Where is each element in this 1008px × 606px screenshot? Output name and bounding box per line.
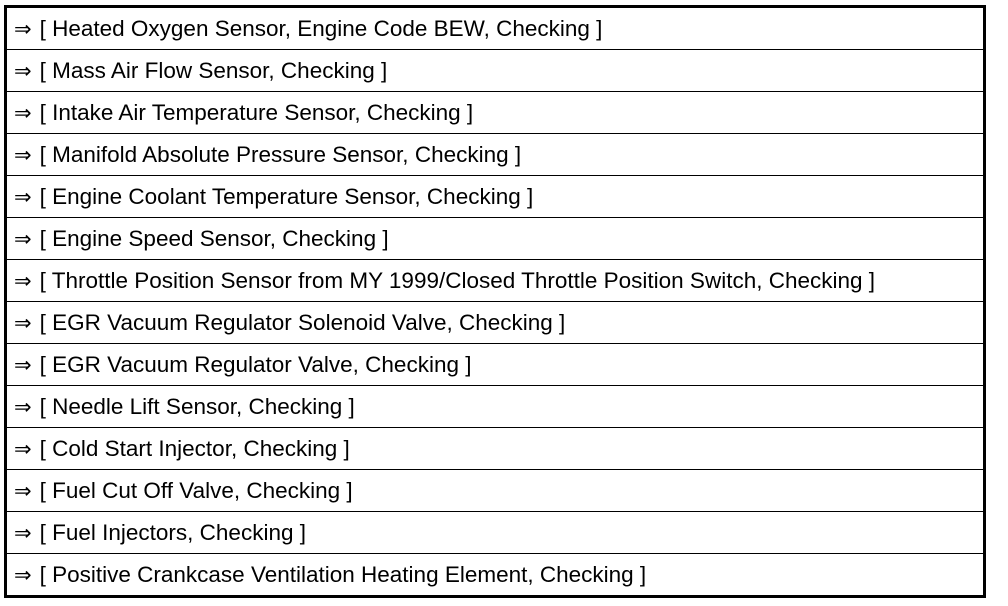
link-row-throttle-position-sensor[interactable] <box>7 260 983 302</box>
link-row-heated-oxygen-sensor[interactable] <box>7 8 983 50</box>
double-right-arrow-icon: ⇒ <box>14 184 32 209</box>
link-row-pcv-heating-element[interactable] <box>7 554 983 595</box>
double-right-arrow-icon: ⇒ <box>14 226 32 251</box>
link-row-fuel-injectors[interactable] <box>7 512 983 554</box>
link-label[interactable]: [ Fuel Injectors, Checking ] <box>39 519 306 545</box>
double-right-arrow-icon: ⇒ <box>14 268 32 293</box>
double-right-arrow-icon: ⇒ <box>14 310 32 335</box>
double-right-arrow-icon: ⇒ <box>14 394 32 419</box>
link-label[interactable]: [ Throttle Position Sensor from MY 1999/Closed Throttle Position Switch, Checking ] <box>39 267 876 293</box>
link-row-engine-speed-sensor[interactable] <box>7 218 983 260</box>
double-right-arrow-icon: ⇒ <box>14 142 32 167</box>
link-label[interactable]: [ Positive Crankcase Ventilation Heating Element, Checking ] <box>39 561 647 587</box>
double-right-arrow-icon: ⇒ <box>14 436 32 461</box>
link-row-fuel-cut-off-valve[interactable] <box>7 470 983 512</box>
double-right-arrow-icon: ⇒ <box>14 352 32 377</box>
link-row-manifold-absolute-pressure-sensor[interactable] <box>7 134 983 176</box>
double-right-arrow-icon: ⇒ <box>14 16 32 41</box>
double-right-arrow-icon: ⇒ <box>14 562 32 587</box>
link-row-needle-lift-sensor[interactable] <box>7 386 983 428</box>
link-row-engine-coolant-temperature-sensor[interactable] <box>7 176 983 218</box>
double-right-arrow-icon: ⇒ <box>14 520 32 545</box>
link-label[interactable]: [ Intake Air Temperature Sensor, Checking ] <box>39 99 474 125</box>
link-label[interactable]: [ Engine Speed Sensor, Checking ] <box>39 225 389 251</box>
link-row-cold-start-injector[interactable] <box>7 428 983 470</box>
link-label[interactable]: [ Mass Air Flow Sensor, Checking ] <box>39 57 388 83</box>
double-right-arrow-icon: ⇒ <box>14 58 32 83</box>
link-row-intake-air-temperature-sensor[interactable] <box>7 92 983 134</box>
link-label[interactable]: [ Heated Oxygen Sensor, Engine Code BEW, Checking ] <box>39 15 603 41</box>
link-row-egr-vacuum-regulator-valve[interactable] <box>7 344 983 386</box>
double-right-arrow-icon: ⇒ <box>14 478 32 503</box>
link-label[interactable]: [ Manifold Absolute Pressure Sensor, Checking ] <box>39 141 522 167</box>
link-label[interactable]: [ Needle Lift Sensor, Checking ] <box>39 393 355 419</box>
link-row-egr-vacuum-regulator-solenoid-valve[interactable] <box>7 302 983 344</box>
link-label[interactable]: [ Fuel Cut Off Valve, Checking ] <box>39 477 353 503</box>
link-label[interactable]: [ EGR Vacuum Regulator Solenoid Valve, Checking ] <box>39 309 566 335</box>
link-label[interactable]: [ EGR Vacuum Regulator Valve, Checking ] <box>39 351 472 377</box>
link-label[interactable]: [ Cold Start Injector, Checking ] <box>39 435 350 461</box>
double-right-arrow-icon: ⇒ <box>14 100 32 125</box>
link-label[interactable]: [ Engine Coolant Temperature Sensor, Checking ] <box>39 183 534 209</box>
procedure-link-table <box>4 5 986 598</box>
link-row-mass-air-flow-sensor[interactable] <box>7 50 983 92</box>
